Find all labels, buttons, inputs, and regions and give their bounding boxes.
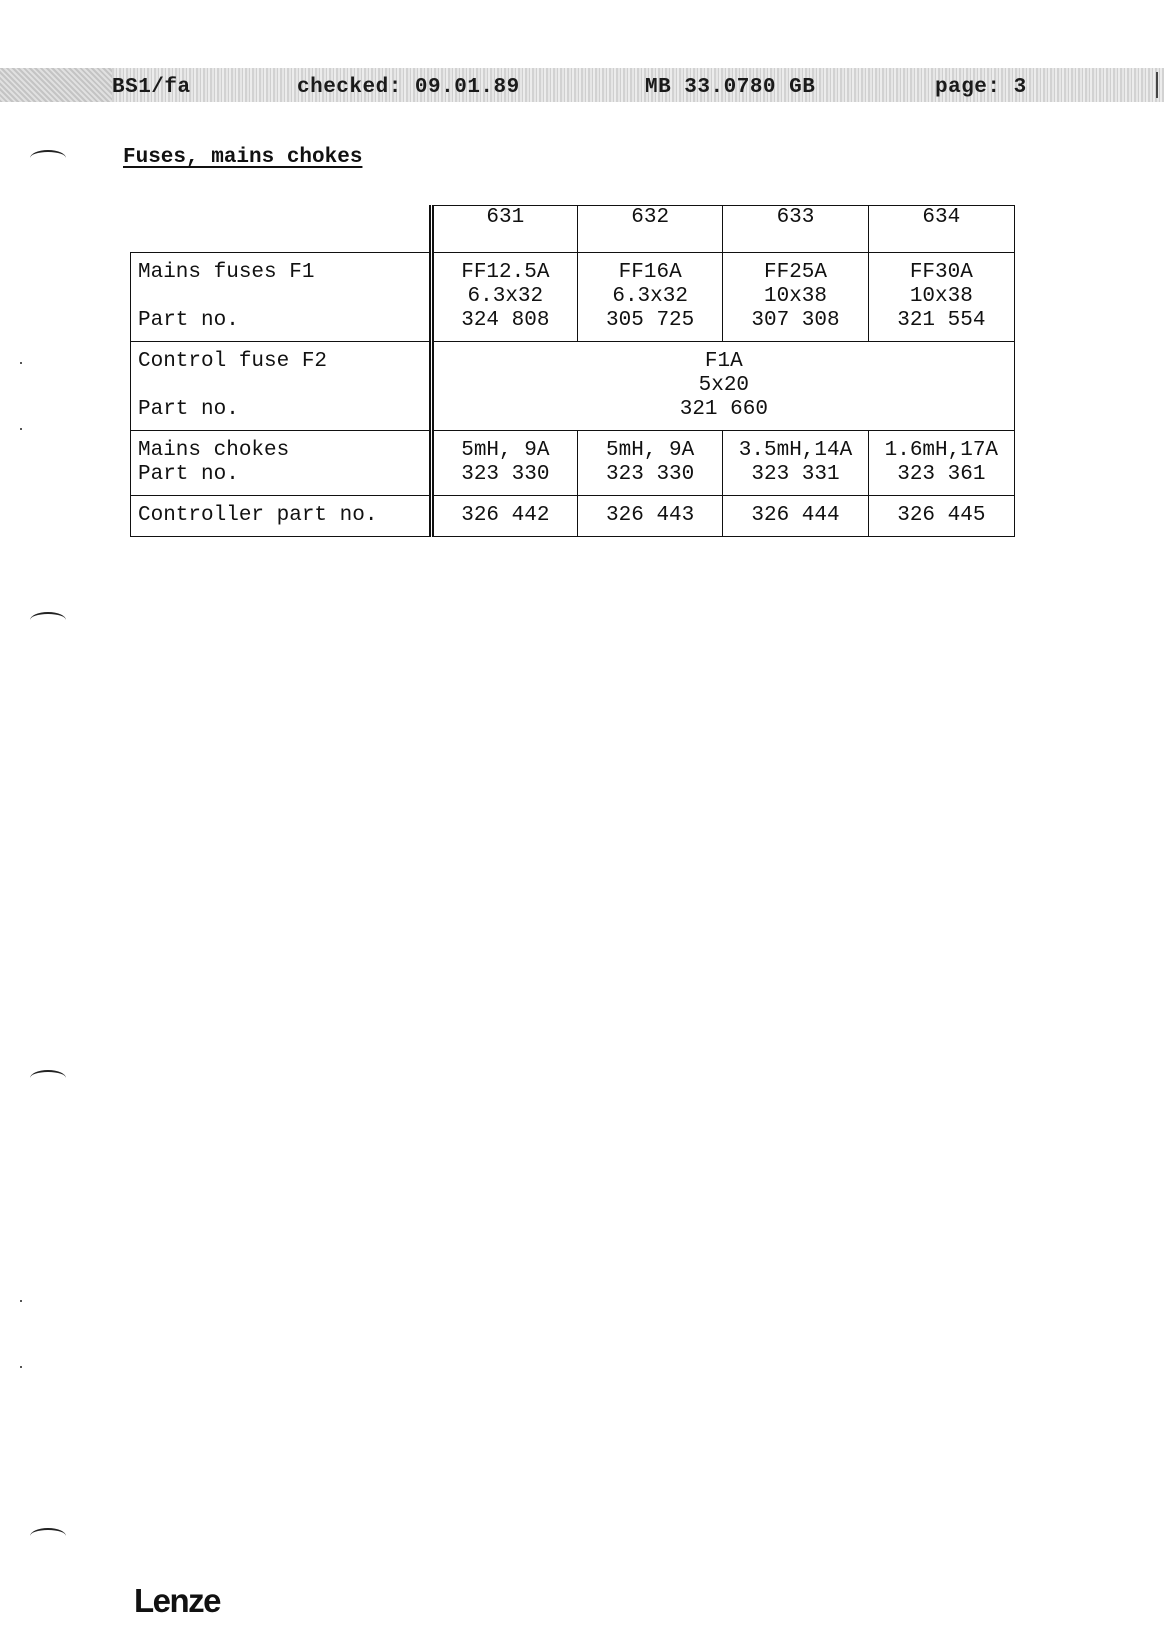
control-fuse-rating: F1A xyxy=(704,350,743,373)
column-header: 634 xyxy=(868,206,1014,253)
mains-chokes-row xyxy=(131,431,1015,496)
controller-part-no: 326 444 xyxy=(723,496,868,537)
header-right-tick xyxy=(1156,72,1158,98)
header-page-number: page: 3 xyxy=(935,76,1027,99)
punch-hole-mark xyxy=(30,1070,66,1086)
column-header: 631 xyxy=(431,206,577,253)
punch-hole-mark xyxy=(30,150,66,166)
fuse-rating: FF30A xyxy=(909,261,973,284)
controller-part-no: 326 443 xyxy=(578,496,723,537)
mains-fuses-label-cell xyxy=(131,253,432,342)
mains-choke-cell xyxy=(431,431,577,496)
choke-part-no: 323 330 xyxy=(606,463,695,486)
controller-row xyxy=(131,496,1015,537)
mains-fuse-cell xyxy=(723,253,868,342)
fuse-rating: FF25A xyxy=(763,261,827,284)
choke-part-no: 323 361 xyxy=(897,463,986,486)
controller-part-no: 326 445 xyxy=(868,496,1014,537)
choke-rating: 1.6mH,17A xyxy=(884,439,999,462)
section-title: Fuses, mains chokes xyxy=(123,146,363,169)
control-fuse-part-no: 321 660 xyxy=(679,398,768,421)
control-fuse-row xyxy=(131,342,1015,431)
choke-rating: 5mH, 9A xyxy=(461,439,550,462)
part-no-label: Part no. xyxy=(138,463,239,486)
row-label: Control fuse F2 xyxy=(138,350,328,373)
mains-fuse-cell xyxy=(578,253,723,342)
mains-choke-cell xyxy=(578,431,723,496)
control-fuse-label-cell xyxy=(131,342,432,431)
fuse-rating: FF16A xyxy=(618,261,682,284)
fuses-chokes-table xyxy=(130,205,1015,537)
header-checked-date: checked: 09.01.89 xyxy=(297,76,520,99)
scan-speck xyxy=(20,428,22,430)
table-header-row xyxy=(131,206,1015,253)
punch-hole-mark xyxy=(30,1528,66,1544)
fuse-size: 6.3x32 xyxy=(612,285,688,308)
fuse-size: 10x38 xyxy=(909,285,973,308)
fuse-size: 10x38 xyxy=(763,285,827,308)
choke-rating: 5mH, 9A xyxy=(606,439,695,462)
choke-rating: 3.5mH,14A xyxy=(738,439,853,462)
choke-part-no: 323 331 xyxy=(751,463,840,486)
part-no-label: Part no. xyxy=(138,309,239,332)
scan-speck xyxy=(20,362,22,364)
mains-fuse-cell xyxy=(431,253,577,342)
mains-choke-cell xyxy=(868,431,1014,496)
header-doc-number: MB 33.0780 GB xyxy=(645,76,816,99)
column-header: 632 xyxy=(578,206,723,253)
part-no-label: Part no. xyxy=(138,398,239,421)
mains-choke-cell xyxy=(723,431,868,496)
controller-label-cell: Controller part no. xyxy=(131,496,432,537)
row-label: Mains chokes xyxy=(138,439,290,462)
control-fuse-size: 5x20 xyxy=(698,374,750,397)
row-label: Mains fuses F1 xyxy=(138,261,315,284)
mains-fuse-cell xyxy=(868,253,1014,342)
mains-fuses-row xyxy=(131,253,1015,342)
choke-part-no: 323 330 xyxy=(461,463,550,486)
scan-speck xyxy=(20,1300,22,1302)
punch-hole-mark xyxy=(30,612,66,628)
fuse-part-no: 324 808 xyxy=(461,309,550,332)
scan-speck xyxy=(20,1366,22,1368)
column-header: 633 xyxy=(723,206,868,253)
fuse-part-no: 305 725 xyxy=(606,309,695,332)
table-corner-cell xyxy=(131,206,432,253)
header-doc-code: BS1/fa xyxy=(112,76,191,99)
lenze-logo: Lenze xyxy=(134,1582,221,1619)
header-left-mark xyxy=(0,68,112,102)
fuse-rating: FF12.5A xyxy=(461,261,550,284)
controller-part-no: 326 442 xyxy=(431,496,577,537)
fuse-part-no: 321 554 xyxy=(897,309,986,332)
fuse-part-no: 307 308 xyxy=(751,309,840,332)
mains-chokes-label-cell xyxy=(131,431,432,496)
control-fuse-cell xyxy=(431,342,1014,431)
fuse-size: 6.3x32 xyxy=(467,285,544,308)
